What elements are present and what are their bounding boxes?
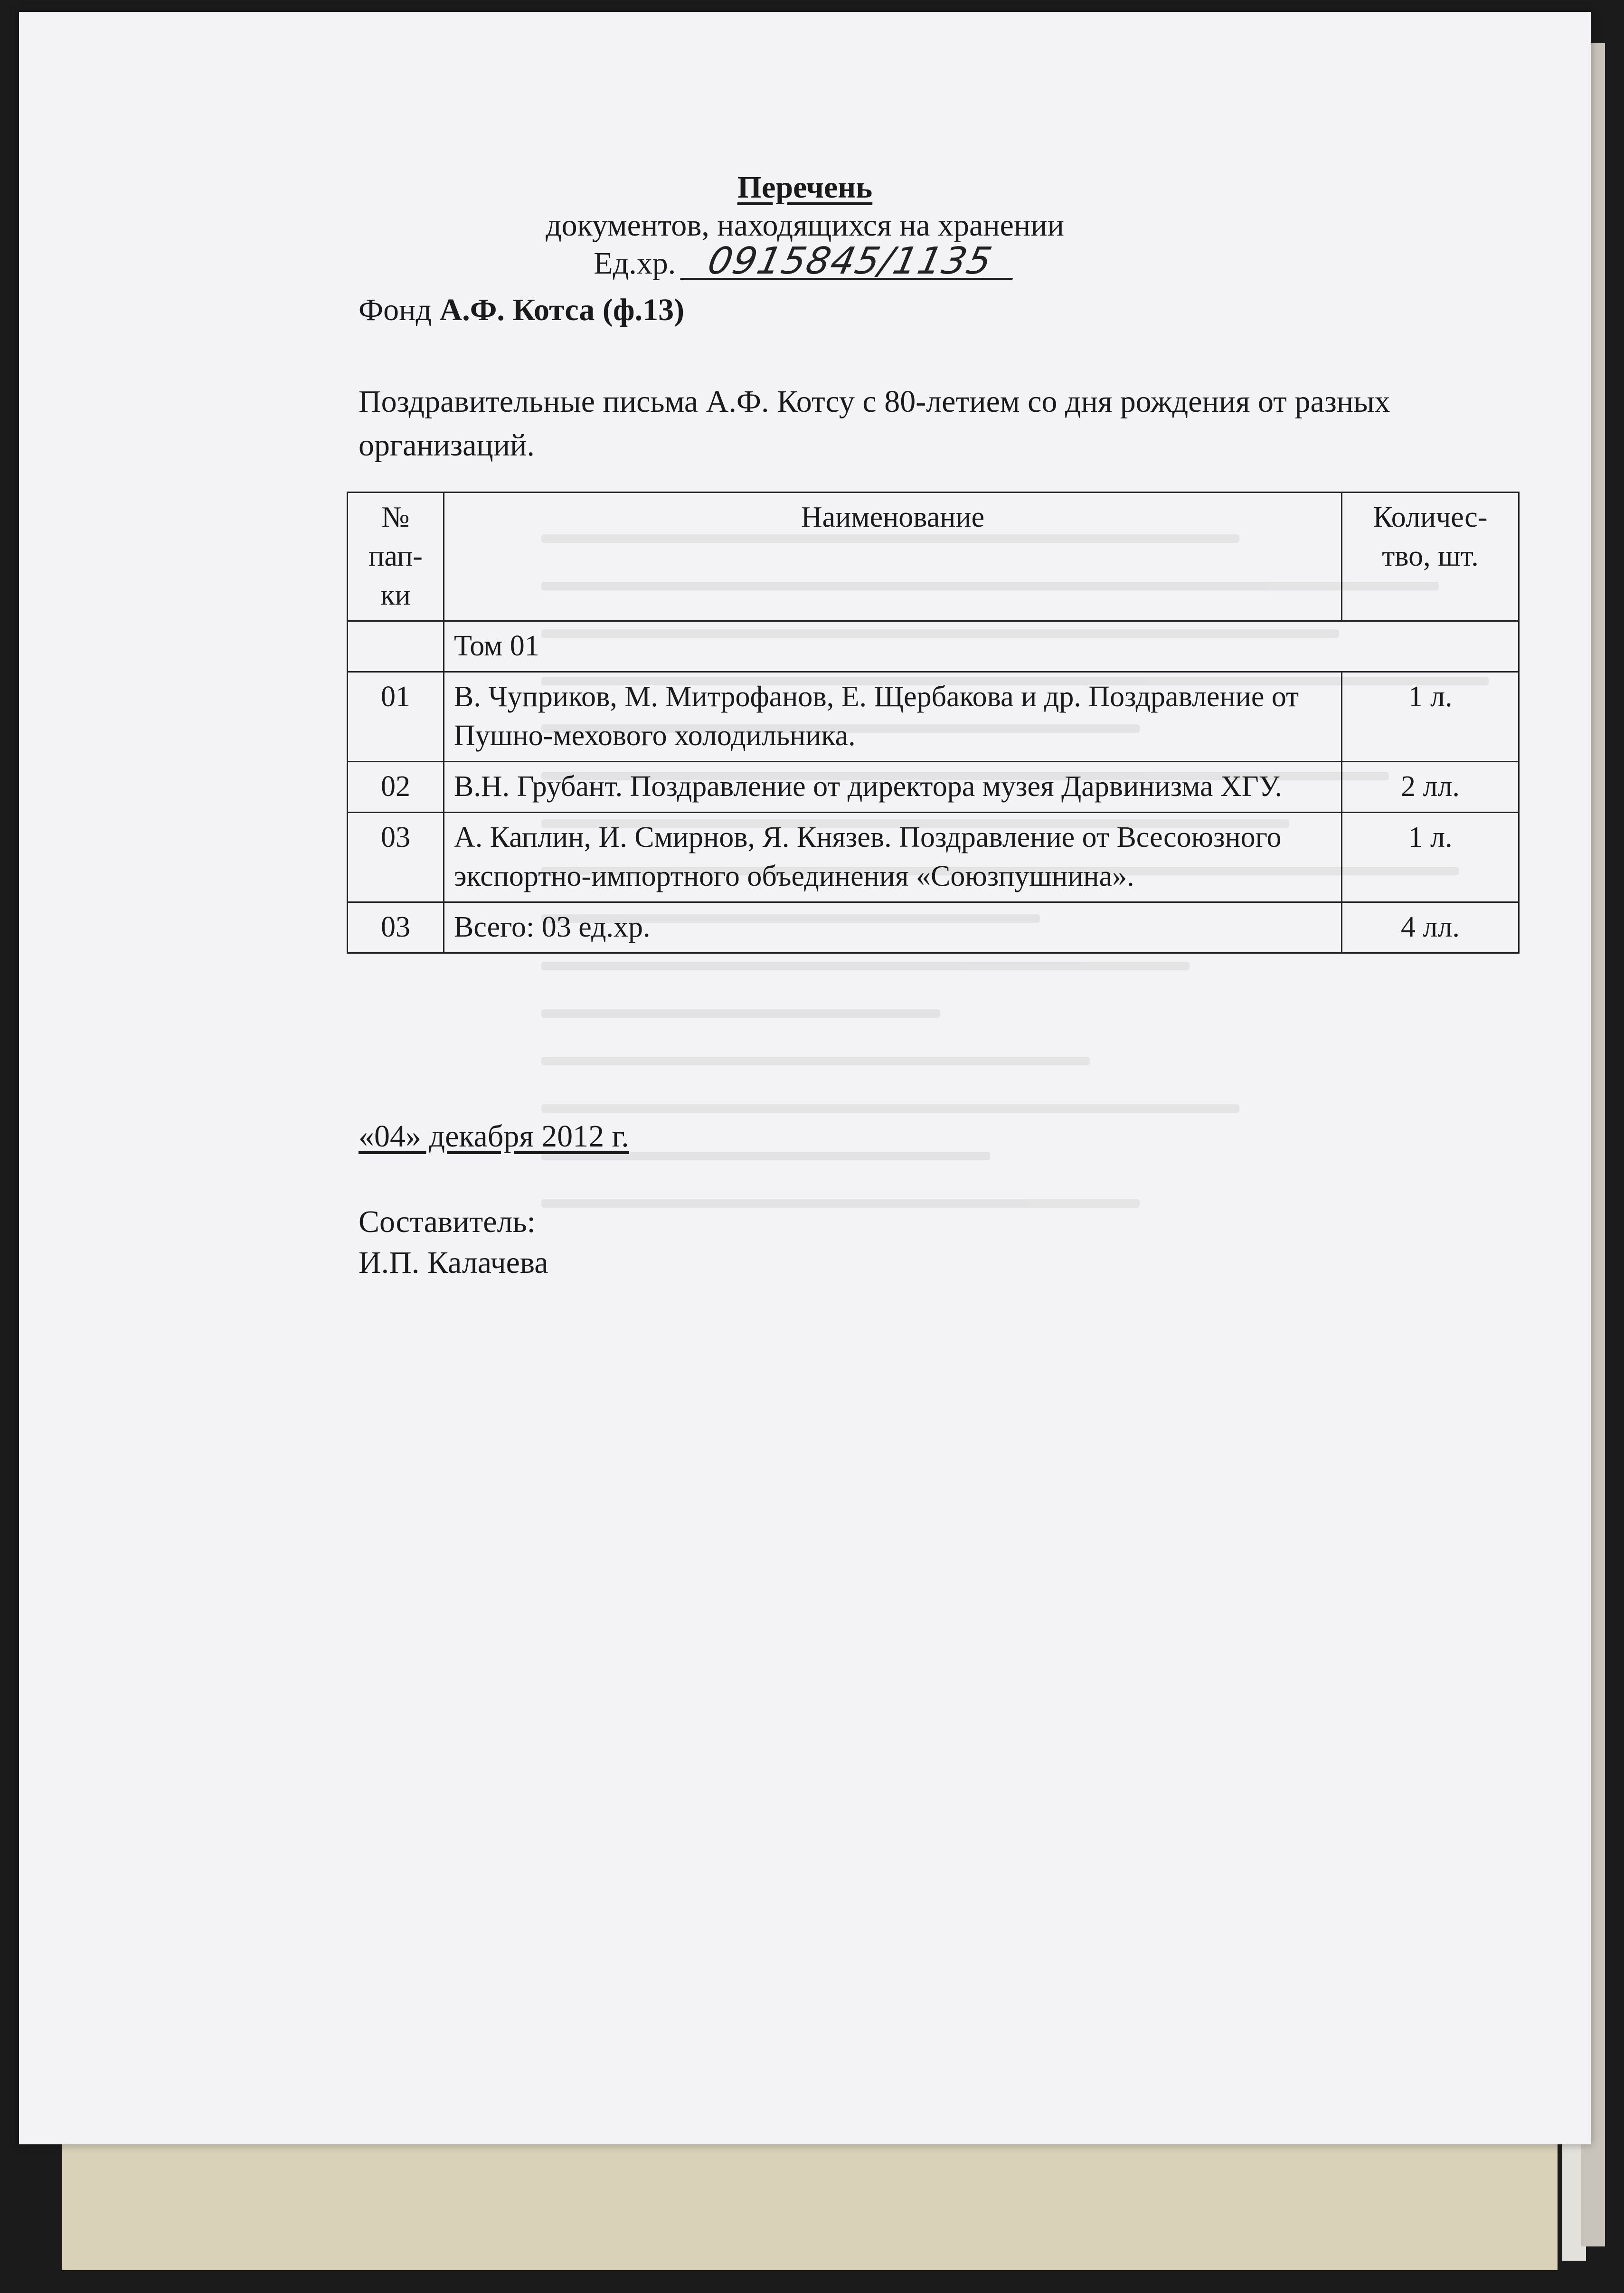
document-date: «04» декабря 2012 г. xyxy=(359,1119,629,1154)
document-subtitle: документов, находящихся на хранении xyxy=(546,208,1064,243)
compiler-name: И.П. Калачева xyxy=(359,1245,548,1280)
folder-number: 03 xyxy=(348,813,444,902)
compiler-label: Составитель: xyxy=(359,1204,536,1239)
inventory-label: Ед.хр. xyxy=(594,246,676,281)
document-header xyxy=(19,169,1591,283)
collection-description: Поздравительные письма А.Ф. Котсу с 80-летием со дня рождения от разных организаций. xyxy=(359,384,1390,463)
total-label: Всего: 03 ед.хр. xyxy=(444,902,1342,953)
item-quantity: 2 лл. xyxy=(1342,762,1519,813)
table-row xyxy=(348,762,1519,813)
item-name: В. Чуприков, М. Митрофанов, Е. Щербакова и др. Поздравление от Пушно-мехового холодильника. xyxy=(444,672,1342,762)
volume-label: Том 01 xyxy=(444,621,1519,672)
item-name: А. Каплин, И. Смирнов, Я. Князев. Поздравление от Всесоюзного экспортно-импортного объединения «Союзпушнина». xyxy=(444,813,1342,902)
total-row xyxy=(348,902,1519,953)
table-row xyxy=(348,672,1519,762)
folder-number: 02 xyxy=(348,762,444,813)
item-quantity: 1 л. xyxy=(1342,813,1519,902)
fond-name: А.Ф. Котса (ф.13) xyxy=(439,293,685,327)
fond-line xyxy=(359,292,684,328)
document-page xyxy=(19,12,1591,2144)
inventory-table xyxy=(347,492,1520,954)
item-name: В.Н. Грубант. Поздравление от директора музея Дарвинизма ХГУ. xyxy=(444,762,1342,813)
table-header-row xyxy=(348,493,1519,621)
header-name: Наименование xyxy=(444,493,1342,621)
document-title: Перечень xyxy=(737,170,873,205)
total-folder-count: 03 xyxy=(348,902,444,953)
table-row xyxy=(348,813,1519,902)
inventory-number-handwritten: 0915845/1135 xyxy=(680,245,1020,280)
compiler-block xyxy=(359,1202,548,1283)
header-folder-number: № пап-ки xyxy=(348,493,444,621)
inventory-line xyxy=(594,240,1016,283)
item-quantity: 1 л. xyxy=(1342,672,1519,762)
folder-number: 01 xyxy=(348,672,444,762)
total-quantity: 4 лл. xyxy=(1342,902,1519,953)
header-quantity: Количес-тво, шт. xyxy=(1342,493,1519,621)
volume-row xyxy=(348,621,1519,672)
fond-prefix: Фонд xyxy=(359,293,432,327)
